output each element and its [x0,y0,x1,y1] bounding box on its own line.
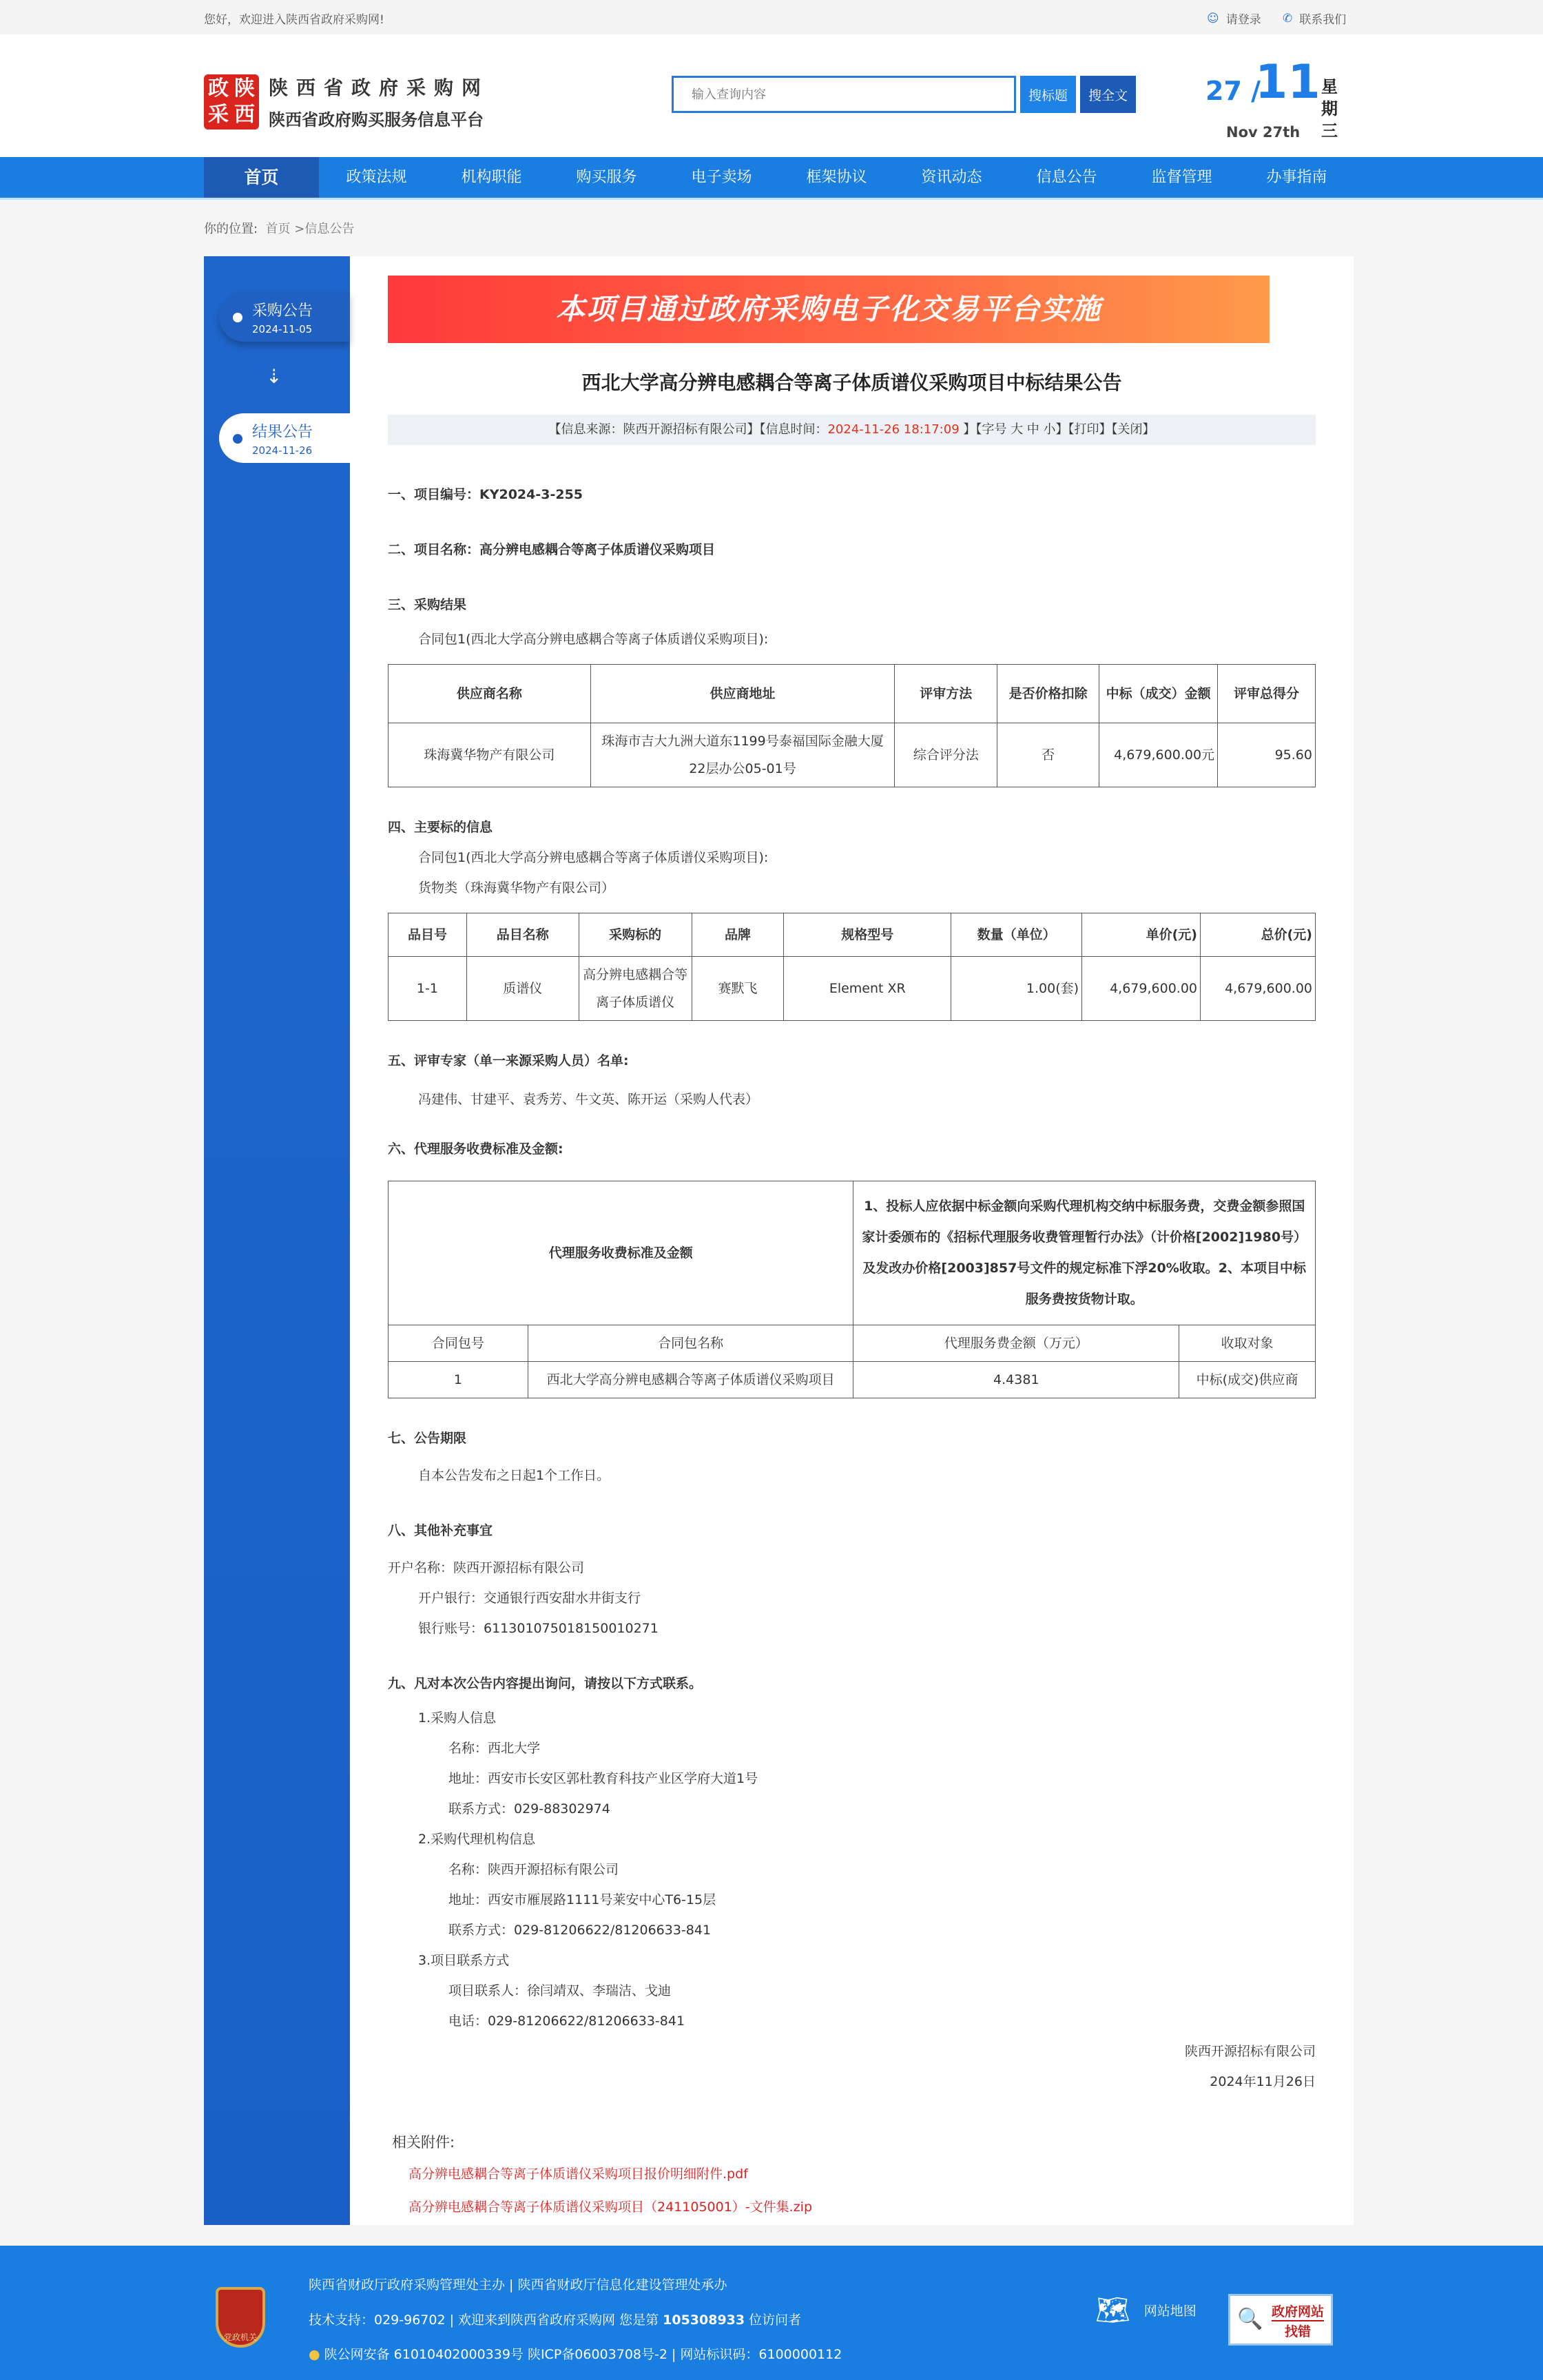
sitemap-link[interactable]: 🗺 网站地图 [1095,2295,1197,2326]
nav-guide[interactable]: 办事指南 [1266,169,1327,186]
search-title-button[interactable]: 搜标题 [1020,76,1076,113]
section-heading: 六、代理服务收费标准及金额: [388,1141,563,1157]
top-bar [0,0,1543,34]
party-gov-badge-icon[interactable]: 党政机关 [216,2287,265,2348]
nav-home[interactable]: 首页 [204,157,319,198]
fee-table: 代理服务收费标准及金额 1、投标人应依据中标金额向采购代理机构交纳中标服务费，交费金额参照国家计委颁布的《招标代理服务收费管理暂行办法》（计价格[2002]1980号）及发改办价格[2003]857号文件的规定标准下浮20%收取。2、本项目中标服务费按货物计取。 合同包号 合同包名称 代理服务费金额（万元） 收取对象 1 西北大学高分辨电感耦合等离子体质谱仪采购项目 4.4381 中标(成交)供应商 [388,1181,1316,1398]
nav-emall[interactable]: 电子卖场 [691,169,752,186]
items-table: 品目号 品目名称 采购标的 品牌 规格型号 数量（单位） 单价(元) 总价(元) 1-1 质谱仪 高分辨电感耦合等离子体质谱仪 赛默飞 Element XR 1.00(套) 4,679,600.00 4,679,600.00 [388,913,1316,1021]
police-emblem-icon: ● [309,2347,320,2362]
breadcrumb: 你的位置: 首页 >信息公告 [204,222,355,236]
signature-date: 2024年11月26日 [1210,2074,1316,2089]
breadcrumb-home[interactable]: 首页 [265,222,291,236]
search-input[interactable] [672,76,1016,113]
info-bar: 【信息来源：陕西开源招标有限公司】【信息时间：2024-11-26 18:17:09 】【字号 大 中 小】【打印】【关闭】 [388,415,1316,445]
site-name: 陕西省政府采购网 [269,76,490,99]
header: 政 陕 采 西 陕西省政府采购网 陕西省政府购买服务信息平台 输入查询内容 搜标题 搜全文 27 / 11 Nov 27th 星期三 [0,34,1543,157]
sidebar [204,256,350,2225]
welcome-text: 您好，欢迎进入陕西省政府采购网! [204,13,384,27]
font-print-close-controls[interactable]: 】【字号 大 中 小】【打印】【关闭】 [959,422,1155,437]
nav-framework[interactable]: 框架协议 [806,169,867,186]
site-subtitle: 陕西省政府购买服务信息平台 [269,110,484,130]
section-heading: 九、凡对本次公告内容提出询问，请按以下方式联系。 [388,1676,703,1691]
section-heading: 五、评审专家（单一来源采购人员）名单: [388,1053,629,1068]
search-bar [672,76,1136,113]
search-fulltext-button[interactable]: 搜全文 [1080,76,1136,113]
section-heading: 四、主要标的信息 [388,820,493,835]
map-icon: 🗺 [1095,2295,1130,2326]
section-heading: 七、公告期限 [388,1431,467,1446]
nav-policy[interactable]: 政策法规 [346,169,407,186]
contact-link[interactable]: ✆ 联系我们 [1283,11,1347,27]
result-table: 供应商名称 供应商地址 评审方法 是否价格扣除 中标（成交）金额 评审总得分 珠海冀华物产有限公司 珠海市吉大九洲大道东1199号泰福国际金融大厦22层办公05-01号 综合评分法 否 4,679,600.00元 95.60 [388,664,1316,787]
nav-notices[interactable]: 信息公告 [1036,169,1097,186]
attachment-link-zip[interactable]: 高分辨电感耦合等离子体质谱仪采购项目（241105001）-文件集.zip [408,2200,813,2215]
user-icon: ☺ [1207,11,1219,25]
sidebar-item-result-notice[interactable]: 结果公告 2024-11-26 [219,413,350,463]
nav-news[interactable]: 资讯动态 [921,169,982,186]
sidebar-item-procurement-notice[interactable]: 采购公告 2024-11-05 [219,292,350,342]
project-name: 二、项目名称：高分辨电感耦合等离子体质谱仪采购项目 [388,542,716,557]
visitor-count: 105308933 [663,2312,745,2328]
nav-functions[interactable]: 机构职能 [461,169,522,186]
section-heading: 八、其他补充事宜 [388,1523,493,1538]
signature-company: 陕西开源招标有限公司 [1184,2044,1316,2059]
phone-icon: ✆ [1283,11,1293,25]
page-title: 西北大学高分辨电感耦合等离子体质谱仪采购项目中标结果公告 [581,371,1122,394]
login-link[interactable]: ☺ 请登录 [1207,11,1261,27]
gov-site-error-report-button[interactable]: 🔍 政府网站 找错 [1228,2294,1333,2346]
platform-banner: 本项目通过政府采购电子化交易平台实施 [388,276,1270,343]
nav-supervision[interactable]: 监督管理 [1151,169,1212,186]
magnifier-icon: 🔍 [1237,2307,1263,2331]
site-logo[interactable] [204,73,489,130]
attachment-link-pdf[interactable]: 高分辨电感耦合等离子体质谱仪采购项目报价明细附件.pdf [408,2166,748,2182]
breadcrumb-current[interactable]: >信息公告 [290,222,355,236]
footer: 党政机关 陕西省财政厅政府采购管理处主办 | 陕西省财政厅信息化建设管理处承办 技术支持：029-96702 | 欢迎来到陕西省政府采购网 您是第 105308933 位访问者 ● 陕公网安备 61010402000339号 陕ICP备06003708号-2 | 网站标识码：6100000112 🗺 网站地图 🔍 政府网站 找错 [0,2246,1543,2380]
table-row: 1 西北大学高分辨电感耦合等离子体质谱仪采购项目 4.4381 中标(成交)供应商 [389,1362,1316,1398]
arrow-down-icon: ⇣ [266,365,282,388]
section-heading: 三、采购结果 [388,597,467,612]
logo-mark: 政 陕 采 西 [204,74,259,130]
table-row: 珠海冀华物产有限公司 珠海市吉大九洲大道东1199号泰福国际金融大厦22层办公05-01号 综合评分法 否 4,679,600.00元 95.60 [389,723,1316,787]
nav-services[interactable]: 购买服务 [576,169,637,186]
main-panel [204,256,1354,2225]
main-nav [0,157,1543,200]
table-row: 1-1 质谱仪 高分辨电感耦合等离子体质谱仪 赛默飞 Element XR 1.00(套) 4,679,600.00 4,679,600.00 [389,957,1316,1021]
article: 本项目通过政府采购电子化交易平台实施 西北大学高分辨电感耦合等离子体质谱仪采购项目中标结果公告 【信息来源：陕西开源招标有限公司】【信息时间：2024-11-26 18:17:09 】【字号 大 中 小】【打印】【关闭】 一、项目编号：KY2024-3-255 二、项目名称：高分辨电感耦合等离子体质谱仪采购项目 三、采购结果 合同包1(西北大学高分辨电感耦合等离子体质谱仪采购项目): 供应商名称 供应商地址 评审方法 是否价格扣除 中标（成交）金额 评审总得分 珠海冀华物产有限公司 珠海市吉大九洲大道东1199号泰福国际金融大厦22层办公05-01号 综合评分法 否 4,679,600.00元 95.60 四、主要标的信息 合同包1(西北大学高分辨电感耦合等离子体质谱仪采购项目): 货物类（珠海冀华物产有限公司） 品目号 品目名称 采购标的 品牌 规格型号 数量（单位） 单价(元) 总价(元) 1-1 质谱仪 高分辨电感耦合等离子体质谱仪 赛默飞 Element XR 1.00(套) 4,679,600.00 4,679,600.00 五、评审专家（单一来源采购人员）名单: 冯建伟、甘建平、袁秀芳、牛文英、陈开运（采购人代表） 六、代理服务收费标准及金额: 代理服务收费标准及金额 1、投标人应依据中标金额向采购代理机构交纳中标服务费，交费金额参照国家计委颁布的《招标代理服务收费管理暂行办法》（计价格[2002]1980号）及发改办价格[2003]857号文件的规定标准下浮20%收取。2、本项目中标服务费按货物计取。 合同包号 合同包名称 代理服务费金额（万元） 收取对象 1 西北大学高分辨电感耦合等离子体质谱仪采购项目 4.4381 中标(成交)供应商 七、公告期限 自本公告发布之日起1个工作日。 八、其他补充事宜 开户名称：陕西开源招标有限公司 开户银行：交通银行西安甜水井街支行 银行账号：611301075018150010271 九、凡对本次公告内容提出询问，请按以下方式联系。 1.采购人信息 名称：西北大学 地址：西安市长安区郭杜教育科技产业区学府大道1号 联系方式：029-88302974 2.采购代理机构信息 名称：陕西开源招标有限公司 地址：西安市雁展路1111号莱安中心T6-15层 联系方式：029-81206622/81206633-841 3.项目联系方式 项目联系人：徐闫靖双、李瑞洁、戈迪 电话：029-81206622/81206633-841 陕西开源招标有限公司 2024年11月26日 相关附件: 高分辨电感耦合等离子体质谱仪采购项目报价明细附件.pdf 高分辨电感耦合等离子体质谱仪采购项目（241105001）-文件集.zip [388,256,1316,2224]
project-number: 一、项目编号：KY2024-3-255 [388,487,583,502]
